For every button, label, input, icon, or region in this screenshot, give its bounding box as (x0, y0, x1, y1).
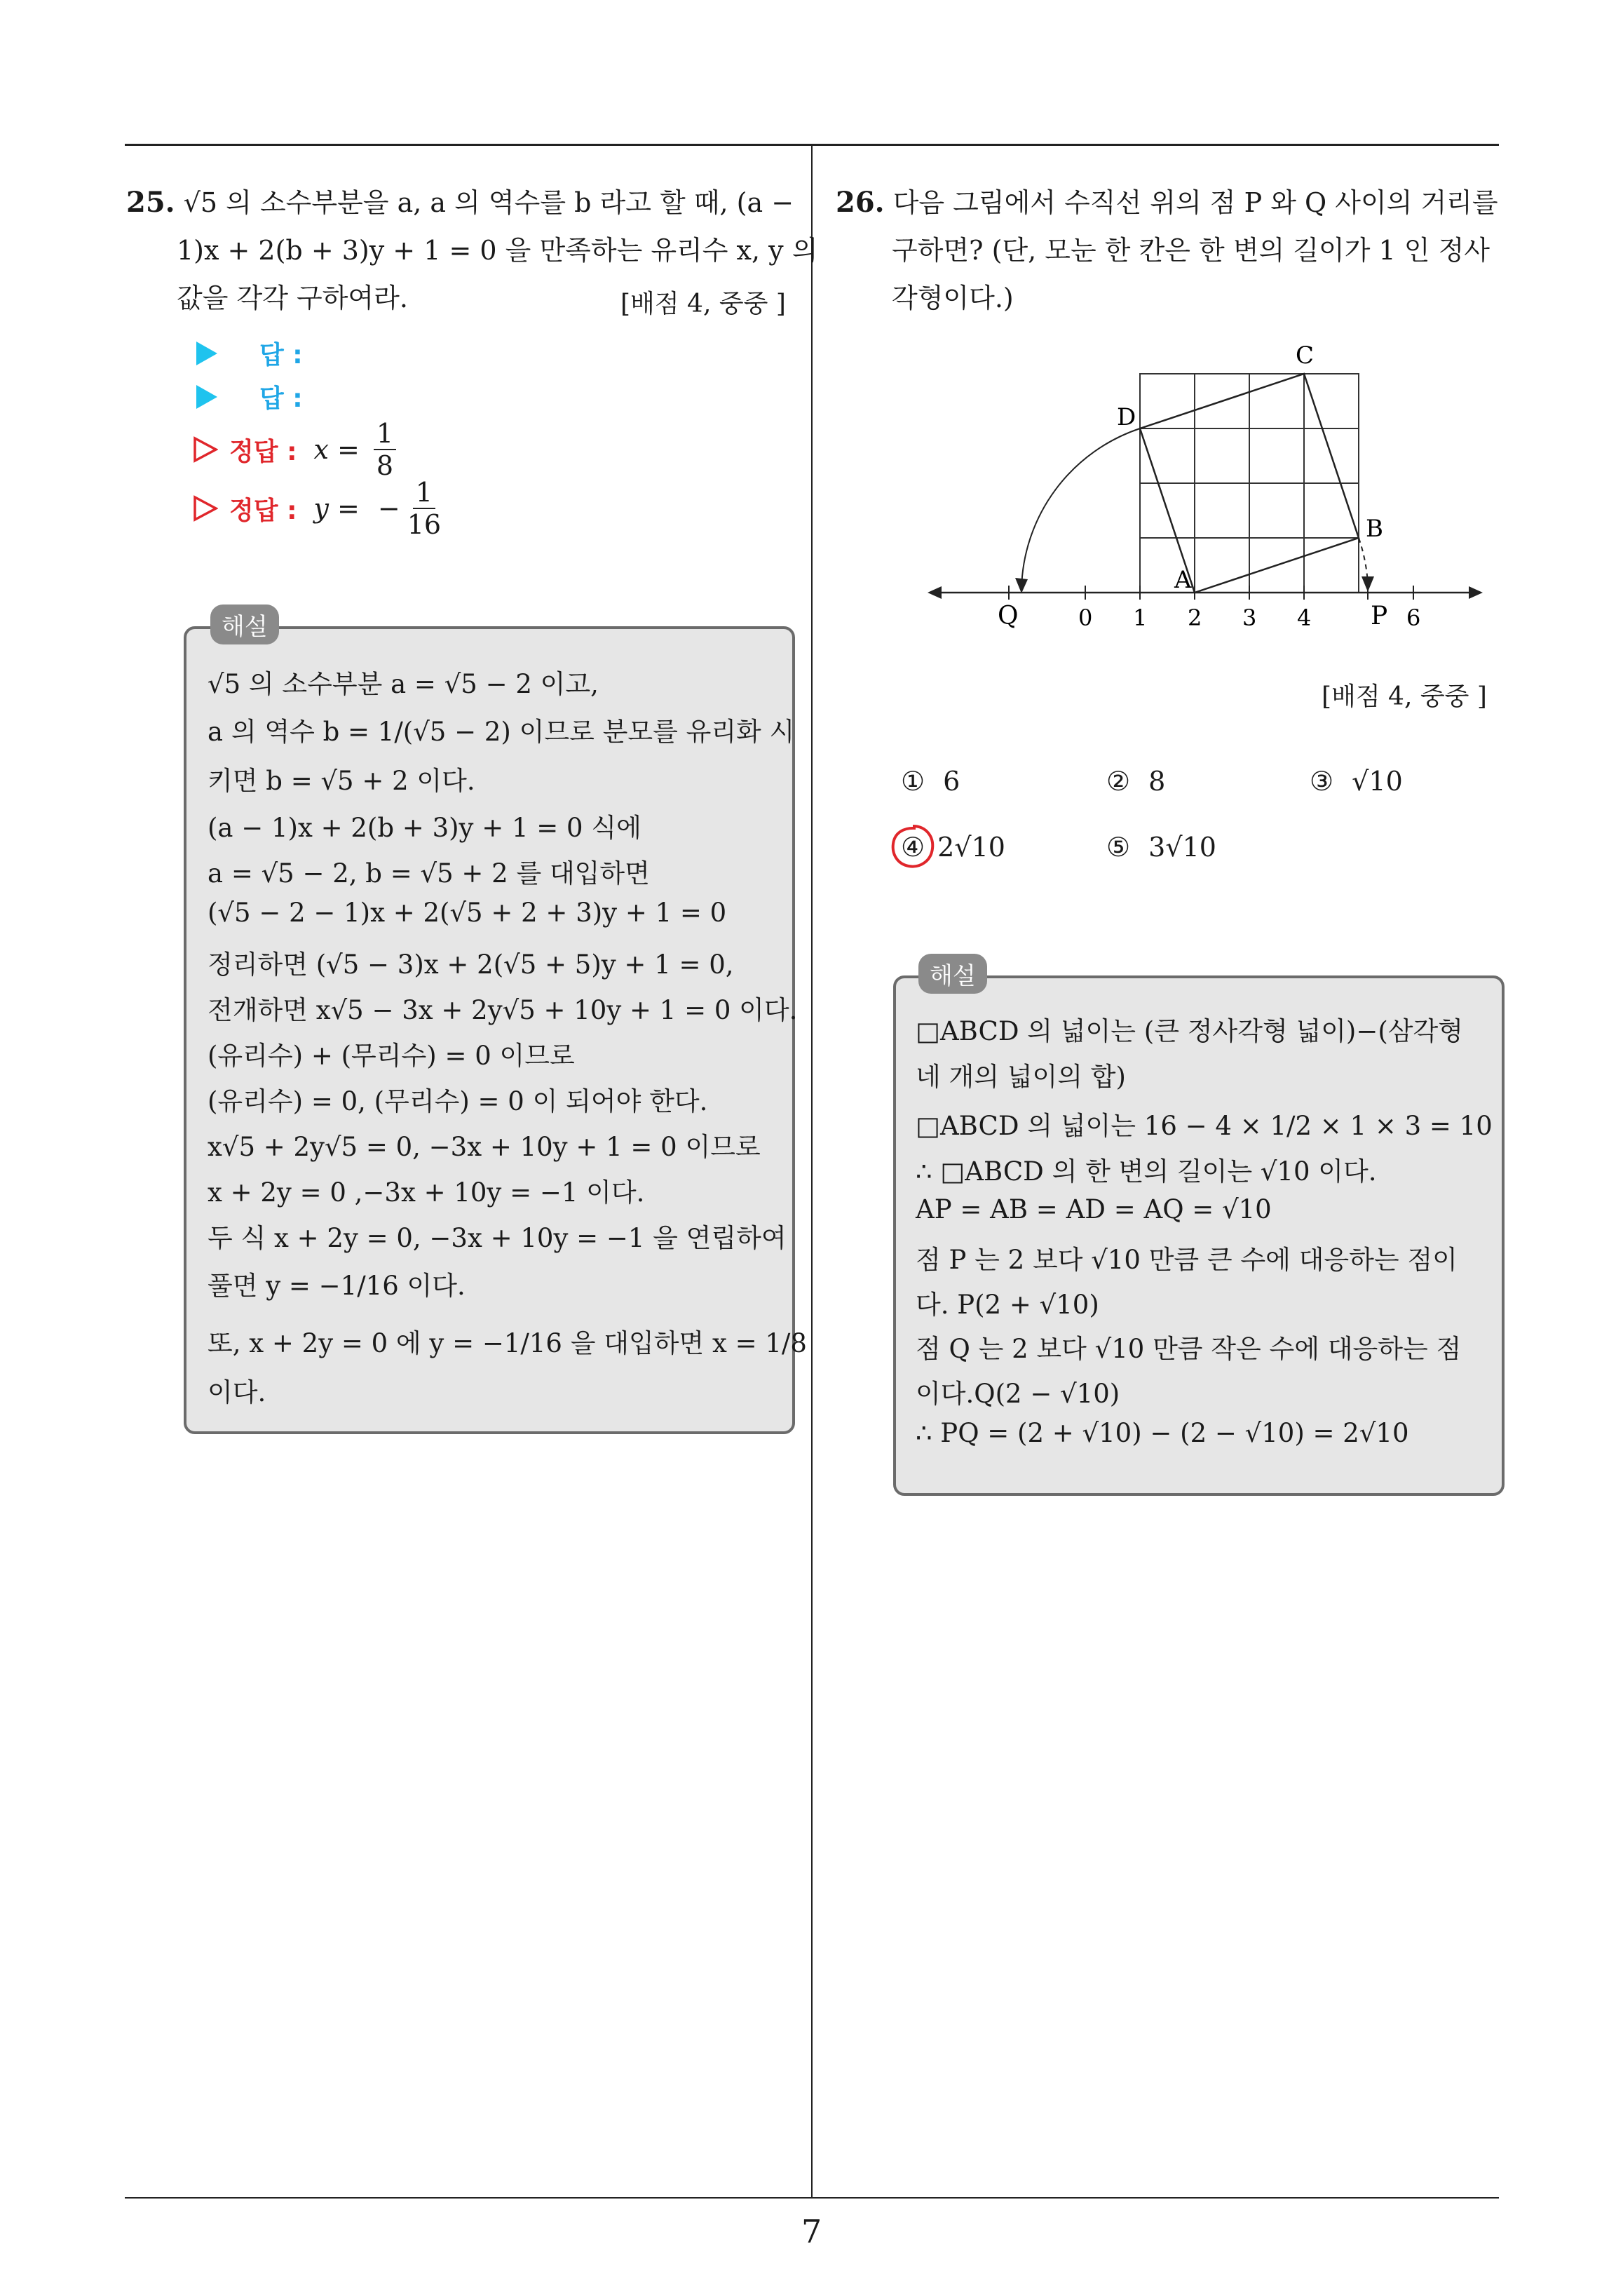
q26-sol-line: 다. P(2 + √10) (916, 1290, 1099, 1320)
q25-sol-line: (a − 1)x + 2(b + 3)y + 1 = 0 식에 (208, 813, 641, 843)
q26-line-2: 구하면? (단, 모눈 한 칸은 한 변의 길이가 1 인 정사 (892, 235, 1490, 266)
q25-sol-line: 또, x + 2y = 0 에 y = −1/16 을 대입하면 x = 1/8 (208, 1328, 807, 1358)
q26-sol-line: AP = AB = AD = AQ = √10 (916, 1194, 1272, 1224)
q26-figure (925, 337, 1486, 645)
correct-2-fraction: $\frac{1}{16}$ (407, 477, 442, 540)
choice-text: 8 (1148, 766, 1166, 797)
label-b: B (1366, 515, 1383, 543)
arc-d-to-q (1021, 428, 1140, 589)
choice-2[interactable] (1106, 766, 1165, 797)
label-p: P (1371, 602, 1388, 630)
q25-meta: [배점 4, 중중 ] (620, 290, 786, 318)
q25-sol-line: a 의 역수 b = 1/(√5 − 2) 이므로 분모를 유리화 시 (208, 717, 795, 747)
q25-sol-line: (유리수) + (무리수) = 0 이므로 (208, 1041, 575, 1071)
label-c: C (1296, 342, 1315, 370)
q26-sol-line: 점 Q 는 2 보다 √10 만큼 작은 수에 대응하는 점 (916, 1334, 1462, 1364)
q25-line-1 (126, 179, 799, 227)
q25-sol-line: 두 식 x + 2y = 0, −3x + 10y = −1 을 연립하여 (208, 1223, 787, 1253)
label-d: D (1117, 403, 1136, 431)
choice-mark: ② (1106, 766, 1131, 797)
choice-text: √10 (1352, 766, 1403, 797)
q25-line-2: 1)x + 2(b + 3)y + 1 = 0 을 만족하는 유리수 x, y 의 (177, 235, 818, 266)
q25-correct-1 (193, 418, 400, 481)
selected-answer-circle-icon (888, 822, 938, 872)
arrow-right-icon (1469, 586, 1483, 599)
q25-sol-line: x + 2y = 0 ,−3x + 10y = −1 이다. (208, 1177, 645, 1208)
q26-sol-line: 이다.Q(2 − √10) (916, 1379, 1120, 1409)
q25-sol-line: 풀면 y = −1/16 이다. (208, 1271, 466, 1301)
tick-3: 3 (1242, 605, 1257, 631)
correct-arrow-icon (193, 495, 218, 522)
arrow-left-icon (928, 586, 942, 599)
q25-sol-line: 정리하면 (√5 − 3)x + 2(√5 + 5)y + 1 = 0, (208, 950, 734, 980)
correct-1-lhs: x = (313, 434, 360, 465)
q26-number: 26. (836, 186, 885, 219)
q26-sol-line: 네 개의 넓이의 합) (916, 1062, 1126, 1092)
answer-label: 답 : (259, 341, 303, 370)
label-q: Q (998, 602, 1019, 630)
tick-6: 6 (1406, 605, 1421, 631)
q26-sol-line: □ABCD 의 넓이는 (큰 정사각형 넓이)−(삼각형 (916, 1016, 1464, 1046)
q25-sol-line: 이다. (208, 1377, 266, 1407)
question-26 (836, 179, 1509, 322)
arc-arrow-icon (1015, 578, 1028, 593)
q25-explanation-tag: 해설 (210, 605, 279, 644)
q25-sol-line: (√5 − 2 − 1)x + 2(√5 + 2 + 3)y + 1 = 0 (208, 898, 727, 928)
answer-arrow-icon (196, 385, 217, 409)
choice-mark: ④ (901, 832, 925, 863)
answer-arrow-icon (196, 342, 217, 365)
label-a: A (1174, 566, 1192, 594)
tick-1: 1 (1133, 605, 1148, 631)
q25-sol-line: x√5 + 2y√5 = 0, −3x + 10y + 1 = 0 이므로 (208, 1132, 761, 1162)
q26-sol-line: □ABCD 의 넓이는 16 − 4 × 1/2 × 1 × 3 = 10 (916, 1111, 1493, 1141)
choice-mark: ③ (1310, 766, 1334, 797)
answer-label: 답 : (259, 384, 303, 413)
q25-answer-2[interactable] (196, 379, 303, 414)
choice-mark: ⑤ (1106, 832, 1131, 863)
q25-sol-line: 전개하면 x√5 − 3x + 2y√5 + 10y + 1 = 0 이다. (208, 995, 798, 1025)
correct-2-lhs: y = (313, 493, 360, 524)
choice-text: 6 (943, 766, 960, 797)
q26-explanation-tag: 해설 (918, 954, 987, 994)
q25-correct-2 (193, 477, 448, 540)
q26-sol-line: ∴ □ABCD 의 한 변의 길이는 √10 이다. (916, 1156, 1377, 1187)
q26-sol-line: ∴ PQ = (2 + √10) − (2 − √10) = 2√10 (916, 1418, 1409, 1448)
bottom-rule (125, 2197, 1499, 2199)
correct-2-sign: − (377, 493, 400, 524)
choice-mark: ① (901, 766, 925, 797)
q25-sol-line: √5 의 소수부분 a = √5 − 2 이고, (208, 669, 599, 699)
q26-text-1: 다음 그림에서 수직선 위의 점 P 와 Q 사이의 거리를 (892, 187, 1498, 218)
choice-5[interactable] (1106, 832, 1216, 863)
tick-4: 4 (1297, 605, 1312, 631)
choice-3[interactable] (1310, 766, 1403, 797)
column-divider (811, 144, 813, 2199)
q25-sol-line: a = √5 − 2, b = √5 + 2 를 대입하면 (208, 858, 650, 889)
correct-1-fraction: $\frac{1}{8}$ (374, 418, 396, 481)
q25-text-1: √5 의 소수부분을 a, a 의 역수를 b 라고 할 때, (a − (183, 187, 794, 218)
tick-2: 2 (1188, 605, 1202, 631)
arc-arrow-icon (1361, 576, 1374, 592)
q25-answer-1[interactable] (196, 335, 303, 371)
correct-label: 정답 : (229, 496, 297, 525)
choice-1[interactable] (901, 766, 960, 797)
grid (1140, 374, 1359, 593)
q25-sol-line: (유리수) = 0, (무리수) = 0 이 되어야 한다. (208, 1086, 708, 1116)
choice-text: 3√10 (1148, 832, 1216, 863)
q26-line-1 (836, 179, 1509, 227)
correct-arrow-icon (193, 436, 218, 463)
q26-sol-line: 점 P 는 2 보다 √10 만큼 큰 수에 대응하는 점이 (916, 1245, 1458, 1275)
q26-line-3: 각형이다.) (892, 283, 1014, 313)
tick-0: 0 (1078, 605, 1093, 631)
correct-label: 정답 : (229, 437, 297, 466)
q25-line-3: 값을 각각 구하여라. (177, 283, 408, 313)
q25-number: 25. (126, 186, 175, 219)
q25-sol-line: 키면 b = √5 + 2 이다. (208, 766, 475, 796)
q26-meta: [배점 4, 중중 ] (1322, 682, 1487, 711)
page-number: 7 (801, 2213, 822, 2250)
choice-text: 2√10 (937, 832, 1005, 863)
